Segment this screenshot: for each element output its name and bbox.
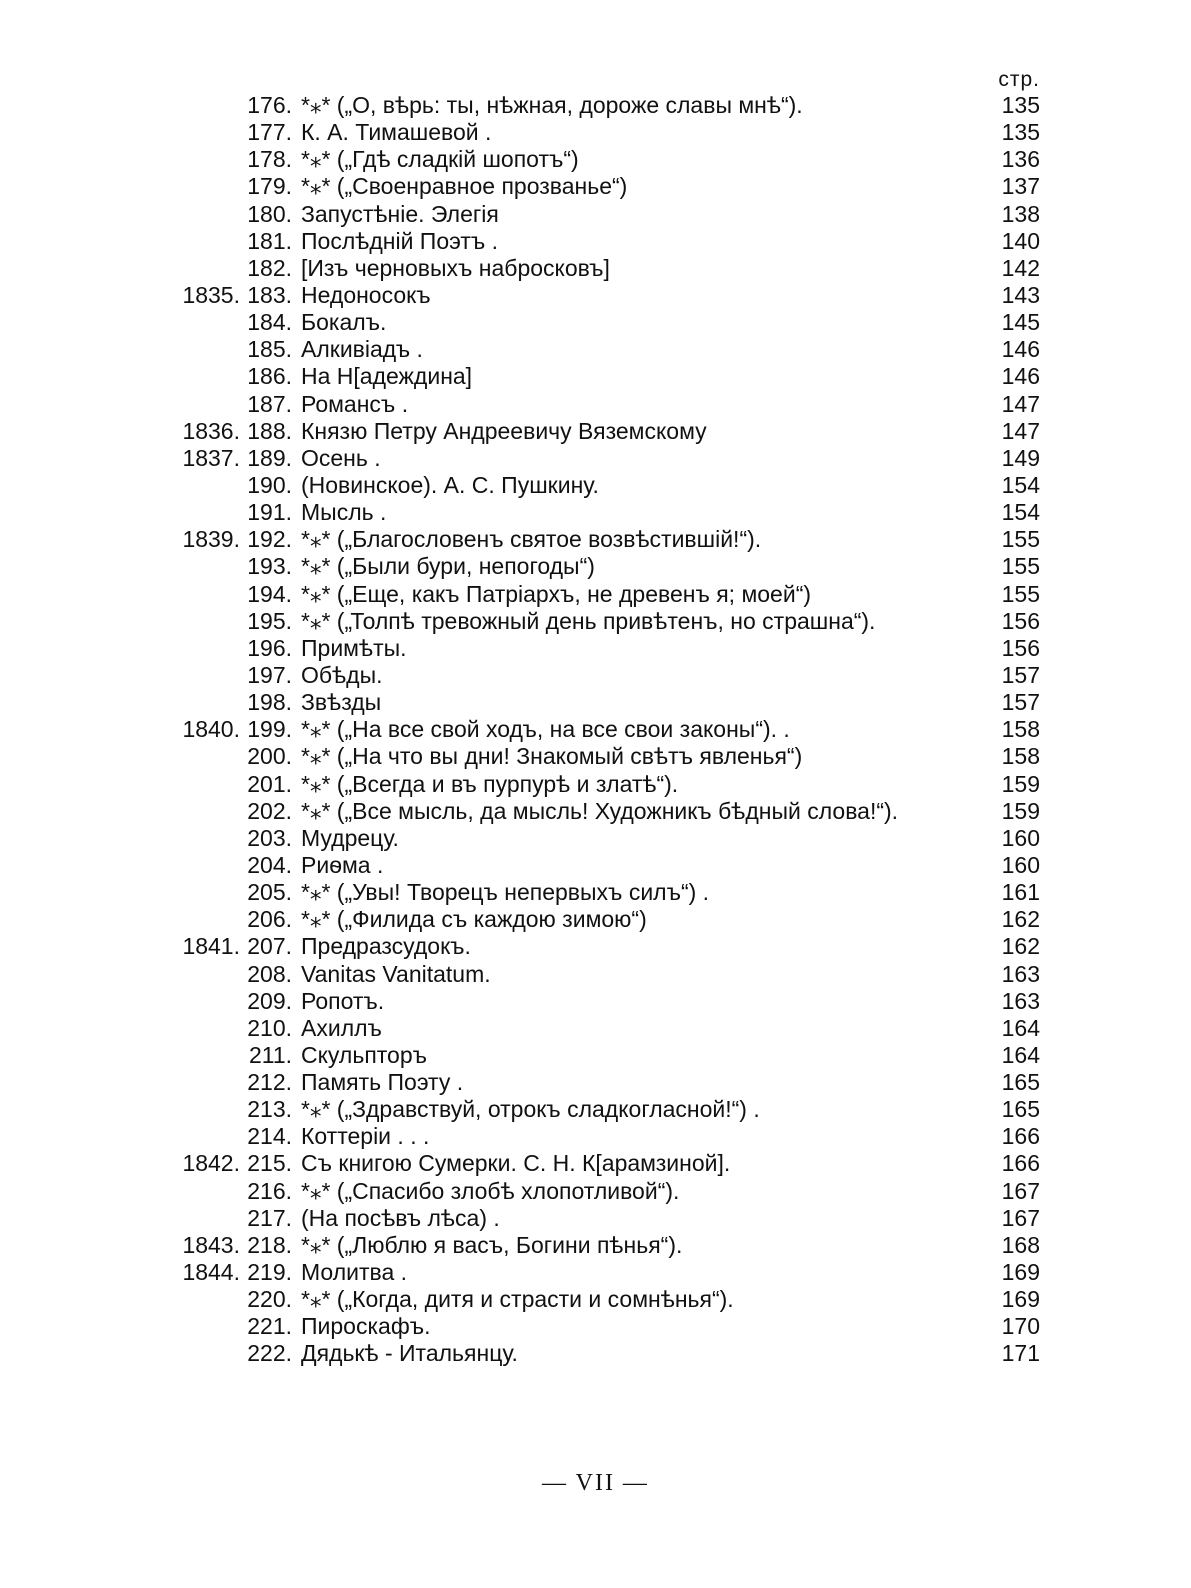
entry-number: 192. [247,526,292,553]
entry-page-number: 160 [1001,851,1040,878]
entry-title: Ахиллъ [301,1014,382,1041]
entry-number: 197. [247,661,292,688]
entry-page-number: 171 [1001,1340,1040,1367]
entry-title: Романсъ . [301,390,409,417]
toc-entry [0,92,1191,119]
entry-number: 218. [247,1231,292,1258]
entry-number: 199. [247,716,292,743]
toc-entry [0,1232,1191,1259]
toc-entry [0,173,1191,200]
entry-page-number: 147 [1001,390,1040,417]
entry-title: Ропотъ. [301,987,385,1014]
entry-number: 210. [247,1014,292,1041]
entry-page-number: 155 [1001,553,1040,580]
toc-entry [0,1313,1191,1340]
entry-number: 217. [247,1204,292,1231]
entry-page-number: 147 [1001,417,1040,444]
entry-number: 203. [247,824,292,851]
entry-title: Коттеріи . . . [301,1123,430,1150]
entry-title: На Н[адеждина] [301,363,473,390]
entry-number: 219. [247,1259,292,1286]
entry-title: Пироскафъ. [301,1313,431,1340]
toc-entry [0,282,1191,309]
entry-number: 198. [247,689,292,716]
toc-entry [0,309,1191,336]
entry-title: *⁎* („Здравствуй, отрокъ сладкогласной!“) . [301,1096,760,1123]
entry-title: Предразсудокъ. [301,933,471,960]
entry-page-number: 145 [1001,309,1040,336]
entry-page-number: 155 [1001,526,1040,553]
entry-title: Мысль . [301,499,387,526]
entry-title: Недоносокъ [301,281,431,308]
entry-number: 195. [247,607,292,634]
entry-page-number: 157 [1001,689,1040,716]
entry-title: *⁎* („Гдѣ сладкій шопотъ“) [301,146,579,173]
toc-entry [0,228,1191,255]
entry-title: Съ книгою Сумерки. С. Н. К[арамзиной]. [301,1150,731,1177]
entry-title: *⁎* („Люблю я васъ, Богини пѣнья“). [301,1231,683,1258]
entry-page-number: 167 [1001,1204,1040,1231]
toc-entry [0,988,1191,1015]
toc-entry [0,879,1191,906]
entry-number: 206. [247,906,292,933]
entry-number: 178. [247,146,292,173]
entry-title: *⁎* („Спасибо злобѣ хлопотливой“). [301,1177,680,1204]
entry-page-number: 135 [1001,119,1040,146]
page-column-header: стр. [998,68,1040,91]
entry-page-number: 169 [1001,1286,1040,1313]
entry-number: 184. [247,309,292,336]
entry-title: (На посѣвъ лѣса) . [301,1204,500,1231]
entry-page-number: 156 [1001,634,1040,661]
entry-year: 1842. [182,1150,240,1177]
entry-page-number: 164 [1001,1014,1040,1041]
entry-title: *⁎* („Толпѣ тревожный день привѣтенъ, но страшна“). [301,607,876,634]
entry-title: Алкивіадъ . [301,336,423,363]
toc-entry [0,635,1191,662]
entry-number: 193. [247,553,292,580]
entry-page-number: 165 [1001,1069,1040,1096]
entry-number: 200. [247,743,292,770]
entry-title: Дядькѣ - Итальянцу. [301,1340,518,1367]
entry-number: 183. [247,281,292,308]
entry-title: *⁎* („Благословенъ святое возвѣстившій!“). [301,526,762,553]
toc-entry [0,608,1191,635]
entry-number: 177. [247,119,292,146]
entry-page-number: 159 [1001,797,1040,824]
toc-entry [0,201,1191,228]
entry-title: *⁎* („Когда, дитя и страсти и сомнѣнья“). [301,1286,734,1313]
entry-title: Скульпторъ [301,1041,428,1068]
entry-page-number: 143 [1001,281,1040,308]
entry-page-number: 138 [1001,200,1040,227]
entry-number: 205. [247,879,292,906]
entry-title: Звѣзды [301,689,382,716]
entry-year: 1840. [182,716,240,743]
entry-page-number: 170 [1001,1313,1040,1340]
entry-number: 209. [247,987,292,1014]
toc-entry [0,472,1191,499]
table-of-contents [0,92,1191,1368]
entry-page-number: 156 [1001,607,1040,634]
entry-page-number: 146 [1001,363,1040,390]
toc-entry [0,1340,1191,1367]
entry-page-number: 159 [1001,770,1040,797]
entry-number: 179. [247,173,292,200]
toc-entry [0,553,1191,580]
toc-entry [0,119,1191,146]
entry-number: 214. [247,1123,292,1150]
toc-entry [0,1096,1191,1123]
entry-page-number: 142 [1001,254,1040,281]
entry-page-number: 162 [1001,906,1040,933]
entry-number: 208. [247,960,292,987]
entry-title: Князю Петру Андреевичу Вяземскому [301,417,707,444]
entry-title: Молитва . [301,1259,408,1286]
entry-year: 1844. [182,1259,240,1286]
toc-entry [0,1286,1191,1313]
entry-page-number: 163 [1001,960,1040,987]
toc-entry [0,1015,1191,1042]
entry-title: Бокалъ. [301,309,387,336]
toc-entry [0,1150,1191,1177]
entry-year: 1839. [182,526,240,553]
toc-entry [0,716,1191,743]
toc-entry [0,1205,1191,1232]
toc-entry [0,445,1191,472]
entry-number: 185. [247,336,292,363]
entry-number: 180. [247,200,292,227]
entry-page-number: 166 [1001,1123,1040,1150]
entry-page-number: 140 [1001,227,1040,254]
entry-page-number: 167 [1001,1177,1040,1204]
entry-page-number: 157 [1001,661,1040,688]
entry-page-number: 169 [1001,1259,1040,1286]
entry-page-number: 149 [1001,444,1040,471]
entry-page-number: 158 [1001,716,1040,743]
toc-entry [0,771,1191,798]
entry-title: *⁎* („Еще, какъ Патріархъ, не древенъ я; моей“) [301,580,812,607]
entry-number: 216. [247,1177,292,1204]
entry-page-number: 168 [1001,1231,1040,1258]
entry-page-number: 166 [1001,1150,1040,1177]
toc-entry [0,933,1191,960]
entry-number: 215. [247,1150,292,1177]
entry-number: 191. [247,499,292,526]
toc-entry [0,581,1191,608]
entry-number: 212. [247,1069,292,1096]
entry-number: 186. [247,363,292,390]
entry-title: Примѣты. [301,634,407,661]
toc-entry [0,1042,1191,1069]
entry-title: *⁎* („Всегда и въ пурпурѣ и златѣ“). [301,770,679,797]
entry-page-number: 164 [1001,1041,1040,1068]
entry-page-number: 161 [1001,879,1040,906]
entry-title: *⁎* („Филида съ каждою зимою“) [301,906,647,933]
entry-number: 222. [247,1340,292,1367]
entry-number: 211. [248,1041,292,1068]
entry-title: *⁎* („Были бури, непогоды“) [301,553,595,580]
toc-entry [0,499,1191,526]
toc-entry [0,363,1191,390]
toc-entry [0,825,1191,852]
entry-number: 182. [247,254,292,281]
entry-page-number: 154 [1001,499,1040,526]
entry-number: 187. [247,390,292,417]
entry-title: (Новинское). А. С. Пушкину. [301,471,599,498]
entry-year: 1843. [182,1231,240,1258]
entry-page-number: 155 [1001,580,1040,607]
entry-title: *⁎* („Своенравное прозванье“) [301,173,628,200]
toc-entry [0,906,1191,933]
entry-page-number: 165 [1001,1096,1040,1123]
entry-number: 207. [247,933,292,960]
entry-number: 196. [247,634,292,661]
toc-entry [0,418,1191,445]
entry-title: *⁎* („На все свой ходъ, на все свои законы“). . [301,716,790,743]
entry-number: 189. [247,444,292,471]
page-number-footer: — VII — [542,1470,649,1496]
entry-number: 202. [247,797,292,824]
entry-number: 220. [247,1286,292,1313]
entry-title: *⁎* („Увы! Творецъ непервыхъ силъ“) . [301,879,710,906]
toc-entry [0,852,1191,879]
entry-title: Послѣдній Поэтъ . [301,227,499,254]
entry-title: Vanitas Vanitatum. [301,960,491,987]
entry-number: 213. [247,1096,292,1123]
toc-entry [0,662,1191,689]
entry-number: 204. [247,851,292,878]
entry-year: 1836. [182,417,240,444]
entry-year: 1841. [182,933,240,960]
toc-entry [0,1123,1191,1150]
entry-page-number: 137 [1001,173,1040,200]
entry-number: 194. [247,580,292,607]
entry-title: К. А. Тимашевой . [301,119,492,146]
toc-entry [0,1259,1191,1286]
entry-page-number: 136 [1001,146,1040,173]
entry-number: 181. [247,227,292,254]
entry-number: 188. [247,417,292,444]
entry-title: Риѳма . [301,851,384,878]
entry-title: Запустѣніе. Элегія [301,200,499,227]
entry-year: 1837. [182,444,240,471]
entry-title: [Изъ черновыхъ набросковъ] [301,254,610,281]
entry-page-number: 135 [1001,92,1040,118]
entry-number: 190. [247,471,292,498]
toc-entry [0,961,1191,988]
toc-entry [0,391,1191,418]
entry-title: Осень . [301,444,381,471]
entry-page-number: 162 [1001,933,1040,960]
toc-entry [0,689,1191,716]
entry-page-number: 158 [1001,743,1040,770]
toc-entry [0,1178,1191,1205]
entry-page-number: 146 [1001,336,1040,363]
entry-title: Память Поэту . [301,1069,464,1096]
toc-entry [0,146,1191,173]
entry-year: 1835. [182,281,240,308]
toc-entry [0,255,1191,282]
toc-entry [0,743,1191,770]
toc-entry [0,798,1191,825]
entry-title: Мудрецу. [301,824,399,851]
entry-number: 201. [247,770,292,797]
entry-title: *⁎* („О, вѣрь: ты, нѣжная, дороже славы мнѣ“). [301,92,803,118]
toc-entry [0,526,1191,553]
entry-page-number: 154 [1001,471,1040,498]
toc-entry [0,1069,1191,1096]
entry-number: 221. [247,1313,292,1340]
entry-page-number: 163 [1001,987,1040,1014]
entry-title: Обѣды. [301,661,383,688]
toc-entry [0,336,1191,363]
entry-title: *⁎* („Все мысль, да мысль! Художникъ бѣдный слова!“). [301,797,899,824]
entry-page-number: 160 [1001,824,1040,851]
entry-number: 176. [247,92,292,118]
entry-title: *⁎* („На что вы дни! Знакомый свѣтъ явленья“) [301,743,803,770]
